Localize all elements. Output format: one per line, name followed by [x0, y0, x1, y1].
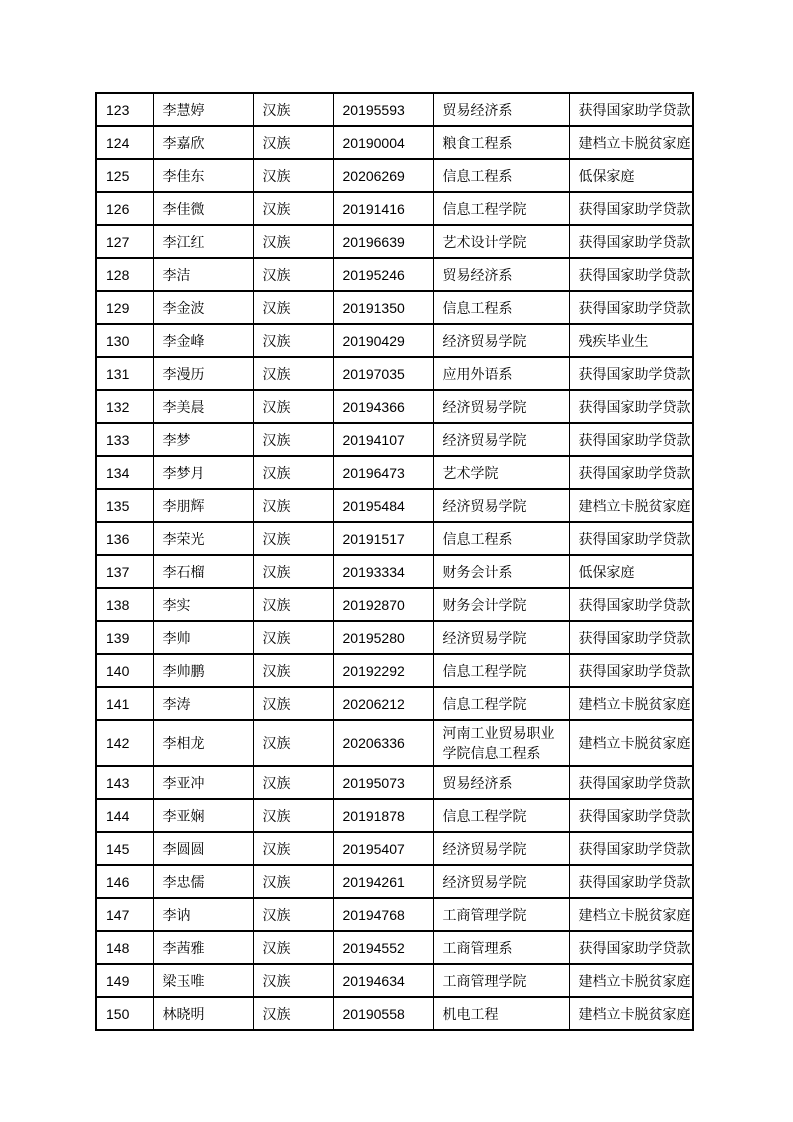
cell-ethnicity: 汉族	[253, 766, 333, 799]
cell-aid-status: 建档立卡脱贫家庭	[569, 489, 693, 522]
cell-department: 贸易经济系	[433, 766, 569, 799]
cell-student-id: 20206269	[333, 159, 433, 192]
cell-row-number: 146	[96, 865, 153, 898]
cell-aid-status: 建档立卡脱贫家庭	[569, 126, 693, 159]
table-row	[96, 766, 693, 799]
cell-ethnicity: 汉族	[253, 192, 333, 225]
cell-student-name: 李石榴	[153, 555, 253, 588]
cell-department: 工商管理学院	[433, 898, 569, 931]
cell-ethnicity: 汉族	[253, 964, 333, 997]
cell-department: 经济贸易学院	[433, 621, 569, 654]
cell-student-id: 20194634	[333, 964, 433, 997]
student-roster-table	[95, 92, 694, 1031]
cell-student-id: 20195280	[333, 621, 433, 654]
cell-department: 贸易经济系	[433, 258, 569, 291]
cell-department: 经济贸易学院	[433, 324, 569, 357]
cell-ethnicity: 汉族	[253, 654, 333, 687]
cell-student-name: 李忠儒	[153, 865, 253, 898]
cell-aid-status: 获得国家助学贷款	[569, 522, 693, 555]
cell-student-id: 20206336	[333, 720, 433, 766]
cell-student-name: 李江红	[153, 225, 253, 258]
table-body	[96, 93, 693, 1030]
table-row	[96, 423, 693, 456]
cell-department: 机电工程	[433, 997, 569, 1030]
cell-department: 信息工程学院	[433, 654, 569, 687]
cell-student-name: 李佳东	[153, 159, 253, 192]
cell-ethnicity: 汉族	[253, 357, 333, 390]
cell-student-id: 20191350	[333, 291, 433, 324]
cell-student-name: 李帅鹏	[153, 654, 253, 687]
cell-ethnicity: 汉族	[253, 898, 333, 931]
cell-student-name: 李实	[153, 588, 253, 621]
cell-row-number: 125	[96, 159, 153, 192]
cell-row-number: 142	[96, 720, 153, 766]
cell-aid-status: 获得国家助学贷款	[569, 225, 693, 258]
cell-row-number: 139	[96, 621, 153, 654]
cell-row-number: 133	[96, 423, 153, 456]
cell-row-number: 123	[96, 93, 153, 126]
cell-aid-status: 获得国家助学贷款	[569, 865, 693, 898]
cell-aid-status: 获得国家助学贷款	[569, 832, 693, 865]
cell-student-id: 20195407	[333, 832, 433, 865]
cell-ethnicity: 汉族	[253, 720, 333, 766]
table-row	[96, 126, 693, 159]
cell-ethnicity: 汉族	[253, 687, 333, 720]
cell-department: 信息工程学院	[433, 799, 569, 832]
cell-row-number: 126	[96, 192, 153, 225]
cell-ethnicity: 汉族	[253, 621, 333, 654]
cell-ethnicity: 汉族	[253, 997, 333, 1030]
cell-student-id: 20194552	[333, 931, 433, 964]
cell-aid-status: 建档立卡脱贫家庭	[569, 898, 693, 931]
cell-ethnicity: 汉族	[253, 225, 333, 258]
cell-row-number: 143	[96, 766, 153, 799]
cell-ethnicity: 汉族	[253, 324, 333, 357]
table-row	[96, 324, 693, 357]
cell-student-id: 20193334	[333, 555, 433, 588]
cell-student-name: 林晓明	[153, 997, 253, 1030]
cell-student-id: 20190429	[333, 324, 433, 357]
cell-aid-status: 低保家庭	[569, 555, 693, 588]
cell-student-id: 20197035	[333, 357, 433, 390]
cell-student-name: 李金波	[153, 291, 253, 324]
table-row	[96, 291, 693, 324]
cell-student-name: 李讷	[153, 898, 253, 931]
cell-aid-status: 低保家庭	[569, 159, 693, 192]
table-row	[96, 720, 693, 766]
cell-row-number: 148	[96, 931, 153, 964]
cell-department: 信息工程学院	[433, 687, 569, 720]
cell-aid-status: 获得国家助学贷款	[569, 621, 693, 654]
cell-student-id: 20195593	[333, 93, 433, 126]
cell-department: 经济贸易学院	[433, 832, 569, 865]
cell-aid-status: 建档立卡脱贫家庭	[569, 997, 693, 1030]
cell-ethnicity: 汉族	[253, 291, 333, 324]
cell-ethnicity: 汉族	[253, 865, 333, 898]
cell-aid-status: 获得国家助学贷款	[569, 456, 693, 489]
cell-row-number: 131	[96, 357, 153, 390]
cell-ethnicity: 汉族	[253, 456, 333, 489]
cell-department: 应用外语系	[433, 357, 569, 390]
table-row	[96, 654, 693, 687]
cell-aid-status: 获得国家助学贷款	[569, 423, 693, 456]
cell-student-id: 20190004	[333, 126, 433, 159]
cell-student-id: 20192292	[333, 654, 433, 687]
cell-row-number: 141	[96, 687, 153, 720]
table-row	[96, 357, 693, 390]
table-row	[96, 898, 693, 931]
cell-aid-status: 获得国家助学贷款	[569, 357, 693, 390]
cell-row-number: 130	[96, 324, 153, 357]
table-row	[96, 997, 693, 1030]
cell-student-name: 李金峰	[153, 324, 253, 357]
cell-department: 经济贸易学院	[433, 423, 569, 456]
cell-student-id: 20194261	[333, 865, 433, 898]
cell-ethnicity: 汉族	[253, 799, 333, 832]
cell-department: 财务会计学院	[433, 588, 569, 621]
cell-student-name: 李帅	[153, 621, 253, 654]
cell-department: 信息工程系	[433, 159, 569, 192]
cell-student-name: 李美晨	[153, 390, 253, 423]
cell-aid-status: 获得国家助学贷款	[569, 258, 693, 291]
table-row	[96, 555, 693, 588]
cell-ethnicity: 汉族	[253, 489, 333, 522]
cell-ethnicity: 汉族	[253, 258, 333, 291]
cell-department: 经济贸易学院	[433, 865, 569, 898]
cell-row-number: 134	[96, 456, 153, 489]
cell-student-name: 李梦	[153, 423, 253, 456]
cell-row-number: 136	[96, 522, 153, 555]
table-row	[96, 93, 693, 126]
cell-aid-status: 建档立卡脱贫家庭	[569, 687, 693, 720]
cell-student-id: 20192870	[333, 588, 433, 621]
cell-row-number: 145	[96, 832, 153, 865]
cell-row-number: 144	[96, 799, 153, 832]
cell-department: 艺术学院	[433, 456, 569, 489]
cell-department: 河南工业贸易职业学院信息工程系	[433, 720, 569, 766]
table-row	[96, 687, 693, 720]
cell-ethnicity: 汉族	[253, 126, 333, 159]
cell-department: 信息工程系	[433, 522, 569, 555]
cell-aid-status: 获得国家助学贷款	[569, 192, 693, 225]
cell-department: 信息工程系	[433, 291, 569, 324]
cell-student-name: 李佳微	[153, 192, 253, 225]
cell-aid-status: 建档立卡脱贫家庭	[569, 720, 693, 766]
cell-department: 经济贸易学院	[433, 489, 569, 522]
table-row	[96, 456, 693, 489]
cell-ethnicity: 汉族	[253, 390, 333, 423]
cell-ethnicity: 汉族	[253, 423, 333, 456]
cell-department: 粮食工程系	[433, 126, 569, 159]
cell-department: 信息工程学院	[433, 192, 569, 225]
cell-student-name: 梁玉唯	[153, 964, 253, 997]
table-row	[96, 621, 693, 654]
cell-row-number: 138	[96, 588, 153, 621]
cell-student-name: 李亚娴	[153, 799, 253, 832]
cell-aid-status: 获得国家助学贷款	[569, 93, 693, 126]
cell-student-name: 李嘉欣	[153, 126, 253, 159]
cell-row-number: 127	[96, 225, 153, 258]
cell-row-number: 149	[96, 964, 153, 997]
cell-ethnicity: 汉族	[253, 93, 333, 126]
cell-department: 艺术设计学院	[433, 225, 569, 258]
table-row	[96, 159, 693, 192]
cell-student-name: 李圆圆	[153, 832, 253, 865]
cell-student-name: 李涛	[153, 687, 253, 720]
table-row	[96, 964, 693, 997]
table-row	[96, 832, 693, 865]
cell-student-name: 李荣光	[153, 522, 253, 555]
cell-row-number: 129	[96, 291, 153, 324]
cell-student-id: 20191517	[333, 522, 433, 555]
cell-row-number: 140	[96, 654, 153, 687]
cell-student-id: 20191878	[333, 799, 433, 832]
table-row	[96, 865, 693, 898]
cell-aid-status: 获得国家助学贷款	[569, 799, 693, 832]
cell-aid-status: 获得国家助学贷款	[569, 654, 693, 687]
cell-student-id: 20195484	[333, 489, 433, 522]
cell-row-number: 150	[96, 997, 153, 1030]
cell-student-name: 李洁	[153, 258, 253, 291]
cell-student-id: 20191416	[333, 192, 433, 225]
cell-row-number: 132	[96, 390, 153, 423]
table-row	[96, 390, 693, 423]
cell-student-id: 20206212	[333, 687, 433, 720]
cell-department: 经济贸易学院	[433, 390, 569, 423]
table-row	[96, 225, 693, 258]
cell-department: 贸易经济系	[433, 93, 569, 126]
cell-student-id: 20194366	[333, 390, 433, 423]
cell-student-name: 李慧婷	[153, 93, 253, 126]
cell-aid-status: 建档立卡脱贫家庭	[569, 964, 693, 997]
table-row	[96, 799, 693, 832]
cell-student-name: 李漫历	[153, 357, 253, 390]
cell-aid-status: 获得国家助学贷款	[569, 291, 693, 324]
cell-department: 工商管理系	[433, 931, 569, 964]
cell-row-number: 147	[96, 898, 153, 931]
cell-student-name: 李朋辉	[153, 489, 253, 522]
cell-student-id: 20194107	[333, 423, 433, 456]
table-row	[96, 588, 693, 621]
table-row	[96, 522, 693, 555]
cell-row-number: 135	[96, 489, 153, 522]
cell-student-id: 20194768	[333, 898, 433, 931]
cell-student-name: 李相龙	[153, 720, 253, 766]
cell-aid-status: 残疾毕业生	[569, 324, 693, 357]
table-row	[96, 192, 693, 225]
cell-aid-status: 获得国家助学贷款	[569, 390, 693, 423]
cell-row-number: 124	[96, 126, 153, 159]
cell-student-id: 20196473	[333, 456, 433, 489]
cell-student-name: 李梦月	[153, 456, 253, 489]
cell-ethnicity: 汉族	[253, 159, 333, 192]
cell-aid-status: 获得国家助学贷款	[569, 766, 693, 799]
cell-student-id: 20195073	[333, 766, 433, 799]
cell-student-name: 李亚冲	[153, 766, 253, 799]
table-row	[96, 931, 693, 964]
cell-student-id: 20195246	[333, 258, 433, 291]
cell-department: 工商管理学院	[433, 964, 569, 997]
cell-ethnicity: 汉族	[253, 588, 333, 621]
cell-student-id: 20190558	[333, 997, 433, 1030]
cell-ethnicity: 汉族	[253, 555, 333, 588]
cell-ethnicity: 汉族	[253, 832, 333, 865]
table-row	[96, 258, 693, 291]
cell-row-number: 128	[96, 258, 153, 291]
cell-ethnicity: 汉族	[253, 522, 333, 555]
cell-aid-status: 获得国家助学贷款	[569, 588, 693, 621]
cell-aid-status: 获得国家助学贷款	[569, 931, 693, 964]
cell-row-number: 137	[96, 555, 153, 588]
cell-student-id: 20196639	[333, 225, 433, 258]
cell-ethnicity: 汉族	[253, 931, 333, 964]
table-row	[96, 489, 693, 522]
cell-student-name: 李茜雅	[153, 931, 253, 964]
cell-department: 财务会计系	[433, 555, 569, 588]
